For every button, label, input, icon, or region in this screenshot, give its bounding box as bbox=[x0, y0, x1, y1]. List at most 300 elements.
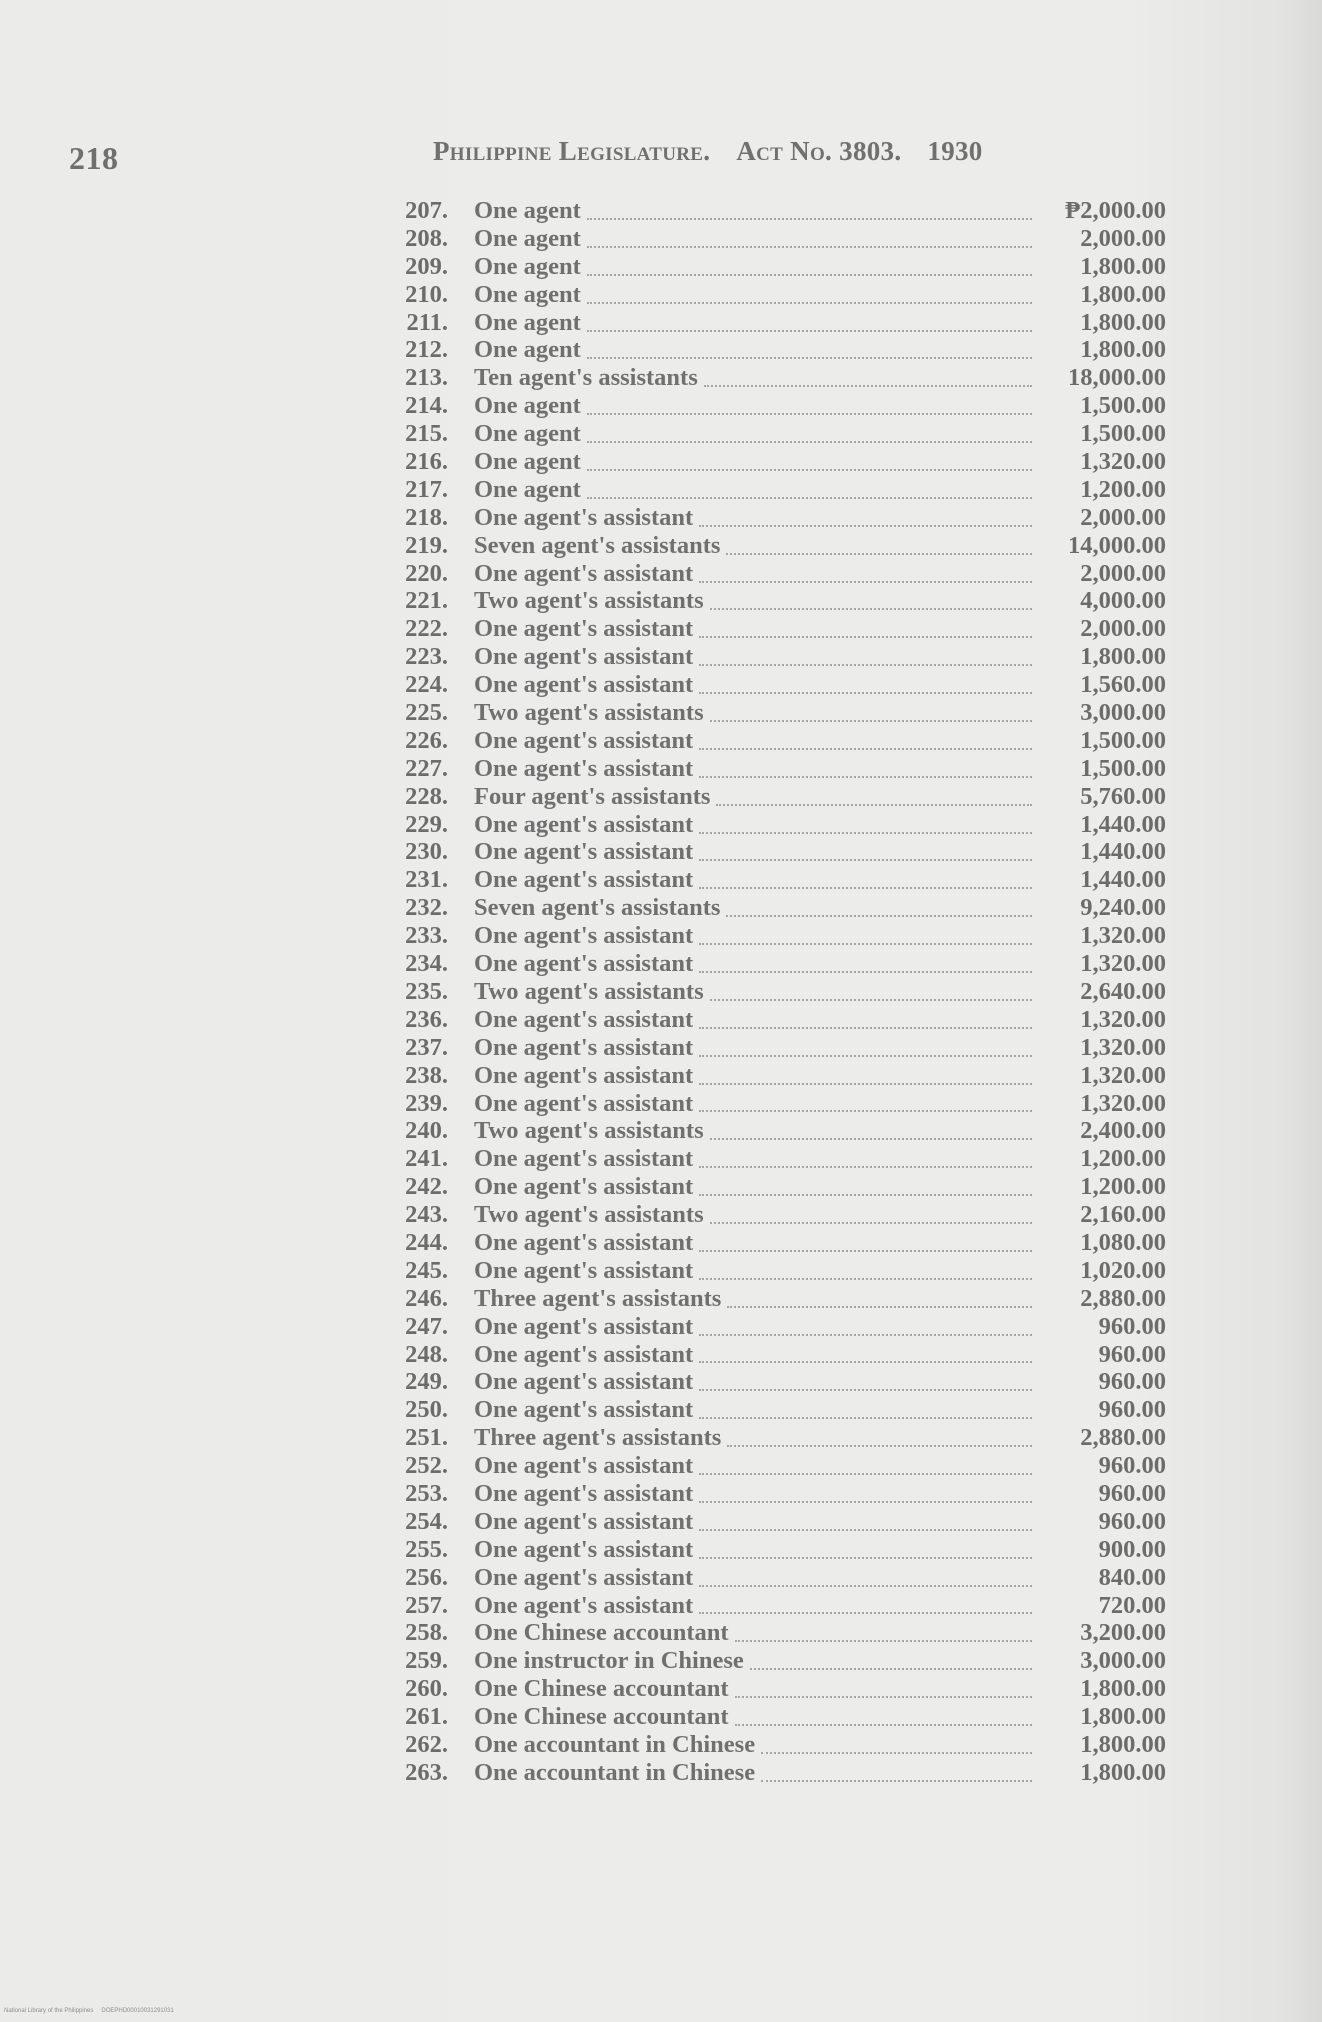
item-description bbox=[474, 978, 1322, 1006]
item-description bbox=[474, 1117, 1322, 1145]
item-number: 209. bbox=[405, 252, 448, 280]
list-item bbox=[396, 504, 1166, 532]
item-amount: 960.00 bbox=[1098, 1396, 1166, 1424]
item-amount: 1,800.00 bbox=[1080, 336, 1166, 364]
dot-leader bbox=[761, 1752, 1032, 1754]
item-description bbox=[474, 364, 1322, 392]
item-description bbox=[474, 1090, 1322, 1118]
item-description-text: One agent's assistant bbox=[474, 503, 694, 531]
list-item bbox=[396, 615, 1166, 643]
item-description bbox=[474, 1229, 1322, 1257]
item-number: 214. bbox=[405, 392, 448, 420]
dot-leader bbox=[710, 1138, 1032, 1140]
item-description-text: One agent's assistant bbox=[474, 1256, 694, 1284]
list-item bbox=[396, 671, 1166, 699]
item-description bbox=[474, 1396, 1322, 1424]
item-description-text: One agent's assistant bbox=[474, 643, 694, 671]
item-description bbox=[474, 309, 1322, 337]
list-item bbox=[396, 699, 1166, 727]
dot-leader bbox=[699, 1334, 1032, 1336]
list-item bbox=[396, 476, 1166, 504]
running-head-year: 1930 bbox=[927, 136, 983, 166]
item-description bbox=[474, 615, 1322, 643]
item-amount: 14,000.00 bbox=[1068, 531, 1166, 559]
list-item bbox=[396, 866, 1166, 894]
item-number: 260. bbox=[405, 1675, 448, 1703]
item-description bbox=[474, 1508, 1322, 1536]
dot-leader bbox=[710, 720, 1032, 722]
appropriation-list bbox=[396, 197, 1166, 1787]
item-number: 229. bbox=[405, 810, 448, 838]
item-description bbox=[474, 1285, 1322, 1313]
item-description bbox=[474, 420, 1322, 448]
item-description bbox=[474, 1034, 1322, 1062]
list-item bbox=[396, 281, 1166, 309]
item-amount: 2,160.00 bbox=[1080, 1201, 1166, 1229]
item-number: 213. bbox=[405, 364, 448, 392]
running-head-act: Act No. 3803. bbox=[736, 136, 902, 166]
dot-leader bbox=[587, 218, 1032, 220]
dot-leader bbox=[699, 1194, 1032, 1196]
dot-leader bbox=[699, 1473, 1032, 1475]
item-number: 258. bbox=[405, 1619, 448, 1647]
item-description bbox=[474, 1536, 1322, 1564]
item-amount: 1,200.00 bbox=[1080, 1145, 1166, 1173]
list-item bbox=[396, 1675, 1166, 1703]
item-number: 236. bbox=[405, 1005, 448, 1033]
item-number: 226. bbox=[405, 726, 448, 754]
dot-leader bbox=[699, 859, 1032, 861]
dot-leader bbox=[699, 1501, 1032, 1503]
item-description bbox=[474, 643, 1322, 671]
item-number: 241. bbox=[405, 1145, 448, 1173]
item-description-text: One agent bbox=[474, 392, 581, 420]
item-amount: 960.00 bbox=[1098, 1368, 1166, 1396]
list-item bbox=[396, 392, 1166, 420]
item-number: 243. bbox=[405, 1201, 448, 1229]
item-description-text: One agent's assistant bbox=[474, 838, 694, 866]
item-number: 230. bbox=[405, 838, 448, 866]
dot-leader bbox=[699, 1250, 1032, 1252]
dot-leader bbox=[587, 246, 1032, 248]
list-item bbox=[396, 727, 1166, 755]
item-description-text: One agent's assistant bbox=[474, 1033, 694, 1061]
item-amount: 960.00 bbox=[1098, 1507, 1166, 1535]
item-number: 248. bbox=[405, 1340, 448, 1368]
dot-leader bbox=[735, 1640, 1032, 1642]
item-description bbox=[474, 1647, 1322, 1675]
dot-leader bbox=[587, 274, 1032, 276]
dot-leader bbox=[699, 1166, 1032, 1168]
item-description bbox=[474, 783, 1322, 811]
dot-leader bbox=[710, 999, 1032, 1001]
item-amount: 2,880.00 bbox=[1080, 1424, 1166, 1452]
item-number: 219. bbox=[405, 531, 448, 559]
item-description-text: Seven agent's assistants bbox=[474, 531, 721, 559]
item-number: 249. bbox=[405, 1368, 448, 1396]
item-description-text: One agent's assistant bbox=[474, 1089, 694, 1117]
item-number: 263. bbox=[405, 1758, 448, 1786]
item-description bbox=[474, 532, 1322, 560]
dot-leader bbox=[699, 692, 1032, 694]
item-number: 232. bbox=[405, 894, 448, 922]
list-item bbox=[396, 1341, 1166, 1369]
item-amount: 1,800.00 bbox=[1080, 643, 1166, 671]
list-item bbox=[396, 1731, 1166, 1759]
list-item bbox=[396, 1396, 1166, 1424]
item-number: 254. bbox=[405, 1507, 448, 1535]
item-description-text: One agent's assistant bbox=[474, 1535, 694, 1563]
list-item bbox=[396, 1424, 1166, 1452]
item-amount: 1,440.00 bbox=[1080, 866, 1166, 894]
list-item bbox=[396, 1759, 1166, 1787]
item-description-text: One agent's assistant bbox=[474, 1145, 694, 1173]
dot-leader bbox=[587, 469, 1032, 471]
item-amount: 1,080.00 bbox=[1080, 1228, 1166, 1256]
dot-leader bbox=[699, 581, 1032, 583]
list-item bbox=[396, 1368, 1166, 1396]
list-item bbox=[396, 253, 1166, 281]
dot-leader bbox=[727, 1445, 1032, 1447]
item-description-text: One agent's assistant bbox=[474, 1173, 694, 1201]
item-description-text: One agent's assistant bbox=[474, 615, 694, 643]
dot-leader bbox=[699, 1389, 1032, 1391]
item-description bbox=[474, 866, 1322, 894]
dot-leader bbox=[587, 441, 1032, 443]
item-description bbox=[474, 699, 1322, 727]
item-number: 218. bbox=[405, 503, 448, 531]
item-number: 211. bbox=[406, 308, 448, 336]
dot-leader bbox=[699, 1027, 1032, 1029]
item-amount: 1,320.00 bbox=[1080, 922, 1166, 950]
item-description-text: Three agent's assistants bbox=[474, 1424, 722, 1452]
item-description-text: One agent bbox=[474, 280, 581, 308]
item-number: 242. bbox=[405, 1173, 448, 1201]
item-description-text: Ten agent's assistants bbox=[474, 364, 698, 392]
item-number: 228. bbox=[405, 782, 448, 810]
dot-leader bbox=[699, 943, 1032, 945]
item-description-text: One agent bbox=[474, 336, 581, 364]
list-item bbox=[396, 1257, 1166, 1285]
item-amount: 2,640.00 bbox=[1080, 977, 1166, 1005]
item-description bbox=[474, 1703, 1322, 1731]
list-item bbox=[396, 532, 1166, 560]
list-item bbox=[396, 1173, 1166, 1201]
list-item bbox=[396, 197, 1166, 225]
item-description-text: One agent's assistant bbox=[474, 1452, 694, 1480]
item-amount: 1,320.00 bbox=[1080, 1089, 1166, 1117]
item-amount: 1,500.00 bbox=[1080, 726, 1166, 754]
dot-leader bbox=[587, 330, 1032, 332]
list-item bbox=[396, 1006, 1166, 1034]
item-description-text: One agent's assistant bbox=[474, 1479, 694, 1507]
item-description-text: Two agent's assistants bbox=[474, 1201, 704, 1229]
item-description-text: One agent bbox=[474, 448, 581, 476]
dot-leader bbox=[699, 1361, 1032, 1363]
item-number: 225. bbox=[405, 699, 448, 727]
item-amount: 960.00 bbox=[1098, 1452, 1166, 1480]
item-description-text: One agent's assistant bbox=[474, 1061, 694, 1089]
list-item bbox=[396, 1062, 1166, 1090]
item-description bbox=[474, 1173, 1322, 1201]
item-number: 250. bbox=[405, 1396, 448, 1424]
item-description-text: Four agent's assistants bbox=[474, 782, 711, 810]
list-item bbox=[396, 448, 1166, 476]
item-number: 220. bbox=[405, 559, 448, 587]
item-description bbox=[474, 448, 1322, 476]
list-item bbox=[396, 336, 1166, 364]
item-description-text: One agent's assistant bbox=[474, 1396, 694, 1424]
item-number: 221. bbox=[405, 587, 448, 615]
list-item bbox=[396, 978, 1166, 1006]
dot-leader bbox=[726, 915, 1032, 917]
item-number: 222. bbox=[405, 615, 448, 643]
item-amount: 1,320.00 bbox=[1080, 950, 1166, 978]
item-amount: 2,000.00 bbox=[1080, 615, 1166, 643]
item-number: 252. bbox=[405, 1452, 448, 1480]
item-description-text: Seven agent's assistants bbox=[474, 894, 721, 922]
item-amount: 1,020.00 bbox=[1080, 1256, 1166, 1284]
item-number: 257. bbox=[405, 1591, 448, 1619]
item-amount: 1,800.00 bbox=[1080, 1730, 1166, 1758]
item-description-text: One agent's assistant bbox=[474, 1507, 694, 1535]
scan-credit-code: DOEPHD00010031291031 bbox=[101, 2008, 174, 2014]
item-description bbox=[474, 1564, 1322, 1592]
item-number: 240. bbox=[405, 1117, 448, 1145]
item-description bbox=[474, 392, 1322, 420]
item-description-text: Two agent's assistants bbox=[474, 1117, 704, 1145]
scan-credit-library: National Library of the Philippines bbox=[4, 2008, 94, 2014]
item-number: 216. bbox=[405, 448, 448, 476]
item-amount: 1,320.00 bbox=[1080, 1033, 1166, 1061]
item-amount: 2,000.00 bbox=[1080, 559, 1166, 587]
item-description bbox=[474, 587, 1322, 615]
item-description-text: One agent's assistant bbox=[474, 810, 694, 838]
list-item bbox=[396, 420, 1166, 448]
item-number: 261. bbox=[405, 1703, 448, 1731]
item-number: 215. bbox=[405, 420, 448, 448]
item-amount: 3,000.00 bbox=[1080, 699, 1166, 727]
list-item bbox=[396, 1619, 1166, 1647]
item-number: 251. bbox=[405, 1424, 448, 1452]
list-item bbox=[396, 1117, 1166, 1145]
item-amount: 2,000.00 bbox=[1080, 224, 1166, 252]
item-amount: 4,000.00 bbox=[1080, 587, 1166, 615]
item-description bbox=[474, 1619, 1322, 1647]
item-description-text: One agent's assistant bbox=[474, 1591, 694, 1619]
item-amount: 960.00 bbox=[1098, 1340, 1166, 1368]
dot-leader bbox=[704, 385, 1032, 387]
item-description bbox=[474, 1480, 1322, 1508]
item-amount: 1,500.00 bbox=[1080, 754, 1166, 782]
dot-leader bbox=[735, 1696, 1032, 1698]
item-description bbox=[474, 1006, 1322, 1034]
item-amount: 840.00 bbox=[1098, 1563, 1166, 1591]
dot-leader bbox=[587, 413, 1032, 415]
item-number: 224. bbox=[405, 671, 448, 699]
item-amount: 1,800.00 bbox=[1080, 1758, 1166, 1786]
list-item bbox=[396, 1229, 1166, 1257]
item-description bbox=[474, 1731, 1322, 1759]
item-description-text: One instructor in Chinese bbox=[474, 1647, 744, 1675]
item-number: 217. bbox=[405, 475, 448, 503]
item-number: 262. bbox=[405, 1730, 448, 1758]
item-amount: 1,560.00 bbox=[1080, 671, 1166, 699]
dot-leader bbox=[699, 776, 1032, 778]
item-number: 235. bbox=[405, 977, 448, 1005]
dot-leader bbox=[699, 636, 1032, 638]
item-amount: 1,800.00 bbox=[1080, 1703, 1166, 1731]
list-item bbox=[396, 894, 1166, 922]
item-description-text: Three agent's assistants bbox=[474, 1284, 722, 1312]
item-description-text: One accountant in Chinese bbox=[474, 1758, 756, 1786]
dot-leader bbox=[587, 302, 1032, 304]
item-amount: 720.00 bbox=[1098, 1591, 1166, 1619]
item-amount: 18,000.00 bbox=[1068, 364, 1166, 392]
item-description bbox=[474, 1424, 1322, 1452]
item-number: 233. bbox=[405, 922, 448, 950]
item-amount: 1,500.00 bbox=[1080, 420, 1166, 448]
list-item bbox=[396, 1703, 1166, 1731]
scan-credit bbox=[4, 2008, 174, 2014]
dot-leader bbox=[710, 608, 1032, 610]
item-amount: 5,760.00 bbox=[1080, 782, 1166, 810]
item-description-text: One Chinese accountant bbox=[474, 1675, 729, 1703]
list-item bbox=[396, 1508, 1166, 1536]
item-description-text: One agent's assistant bbox=[474, 559, 694, 587]
item-description-text: One agent's assistant bbox=[474, 1340, 694, 1368]
item-description bbox=[474, 950, 1322, 978]
dot-leader bbox=[699, 664, 1032, 666]
list-item bbox=[396, 643, 1166, 671]
list-item bbox=[396, 560, 1166, 588]
item-description-text: One accountant in Chinese bbox=[474, 1730, 756, 1758]
item-amount: 1,800.00 bbox=[1080, 1675, 1166, 1703]
item-description-text: One agent's assistant bbox=[474, 754, 694, 782]
item-amount: 900.00 bbox=[1098, 1535, 1166, 1563]
item-number: 255. bbox=[405, 1535, 448, 1563]
item-number: 207. bbox=[405, 197, 448, 224]
list-item bbox=[396, 1034, 1166, 1062]
item-description bbox=[474, 281, 1322, 309]
item-description bbox=[474, 1313, 1322, 1341]
dot-leader bbox=[699, 748, 1032, 750]
item-description bbox=[474, 1145, 1322, 1173]
list-item bbox=[396, 1564, 1166, 1592]
item-description bbox=[474, 755, 1322, 783]
item-description bbox=[474, 1759, 1322, 1787]
page-number: 218 bbox=[69, 140, 119, 176]
item-number: 234. bbox=[405, 950, 448, 978]
dot-leader bbox=[587, 497, 1032, 499]
dot-leader bbox=[699, 1055, 1032, 1057]
dot-leader bbox=[761, 1780, 1032, 1782]
item-number: 210. bbox=[405, 280, 448, 308]
dot-leader bbox=[587, 357, 1032, 359]
item-description bbox=[474, 560, 1322, 588]
item-description bbox=[474, 922, 1322, 950]
item-description bbox=[474, 727, 1322, 755]
dot-leader bbox=[699, 1585, 1032, 1587]
item-amount: 1,500.00 bbox=[1080, 392, 1166, 420]
item-description-text: One agent's assistant bbox=[474, 1563, 694, 1591]
list-item bbox=[396, 1480, 1166, 1508]
dot-leader bbox=[710, 1222, 1032, 1224]
item-number: 223. bbox=[405, 643, 448, 671]
item-description-text: One agent's assistant bbox=[474, 1312, 694, 1340]
list-item bbox=[396, 1313, 1166, 1341]
dot-leader bbox=[735, 1724, 1032, 1726]
item-description-text: One Chinese accountant bbox=[474, 1619, 729, 1647]
item-description bbox=[474, 504, 1322, 532]
dot-leader bbox=[750, 1668, 1032, 1670]
item-description bbox=[474, 894, 1322, 922]
item-description-text: One Chinese accountant bbox=[474, 1703, 729, 1731]
dot-leader bbox=[699, 1278, 1032, 1280]
item-number: 239. bbox=[405, 1089, 448, 1117]
item-number: 245. bbox=[405, 1256, 448, 1284]
item-description-text: Two agent's assistants bbox=[474, 699, 704, 727]
item-amount: 1,320.00 bbox=[1080, 1061, 1166, 1089]
item-description bbox=[474, 1062, 1322, 1090]
item-description-text: One agent's assistant bbox=[474, 1368, 694, 1396]
item-number: 238. bbox=[405, 1061, 448, 1089]
dot-leader bbox=[716, 804, 1032, 806]
item-number: 244. bbox=[405, 1228, 448, 1256]
dot-leader bbox=[699, 887, 1032, 889]
dot-leader bbox=[699, 525, 1032, 527]
item-description bbox=[474, 253, 1322, 281]
item-number: 247. bbox=[405, 1312, 448, 1340]
item-description-text: One agent's assistant bbox=[474, 866, 694, 894]
list-item bbox=[396, 309, 1166, 337]
item-number: 227. bbox=[405, 754, 448, 782]
dot-leader bbox=[699, 832, 1032, 834]
dot-leader bbox=[699, 1557, 1032, 1559]
item-amount: 1,440.00 bbox=[1080, 810, 1166, 838]
item-description-text: One agent's assistant bbox=[474, 726, 694, 754]
item-description bbox=[474, 1341, 1322, 1369]
list-item bbox=[396, 1201, 1166, 1229]
item-description-text: Two agent's assistants bbox=[474, 587, 704, 615]
item-amount: 2,880.00 bbox=[1080, 1284, 1166, 1312]
item-amount: 960.00 bbox=[1098, 1312, 1166, 1340]
item-description bbox=[474, 1201, 1322, 1229]
item-description-text: One agent's assistant bbox=[474, 950, 694, 978]
list-item bbox=[396, 1145, 1166, 1173]
list-item bbox=[396, 811, 1166, 839]
list-item bbox=[396, 950, 1166, 978]
item-amount: 1,800.00 bbox=[1080, 252, 1166, 280]
list-item bbox=[396, 1536, 1166, 1564]
running-head-body: Philippine Legislature. bbox=[433, 136, 711, 166]
item-description-text: One agent's assistant bbox=[474, 1228, 694, 1256]
item-amount: 2,000.00 bbox=[1080, 503, 1166, 531]
dot-leader bbox=[726, 553, 1032, 555]
item-number: 208. bbox=[405, 224, 448, 252]
item-number: 237. bbox=[405, 1033, 448, 1061]
list-item bbox=[396, 783, 1166, 811]
item-number: 256. bbox=[405, 1563, 448, 1591]
item-description-text: One agent bbox=[474, 475, 581, 503]
dot-leader bbox=[699, 1529, 1032, 1531]
list-item bbox=[396, 1090, 1166, 1118]
item-amount: 3,200.00 bbox=[1080, 1619, 1166, 1647]
list-item bbox=[396, 838, 1166, 866]
item-amount: 960.00 bbox=[1098, 1479, 1166, 1507]
item-number: 253. bbox=[405, 1479, 448, 1507]
dot-leader bbox=[699, 1110, 1032, 1112]
